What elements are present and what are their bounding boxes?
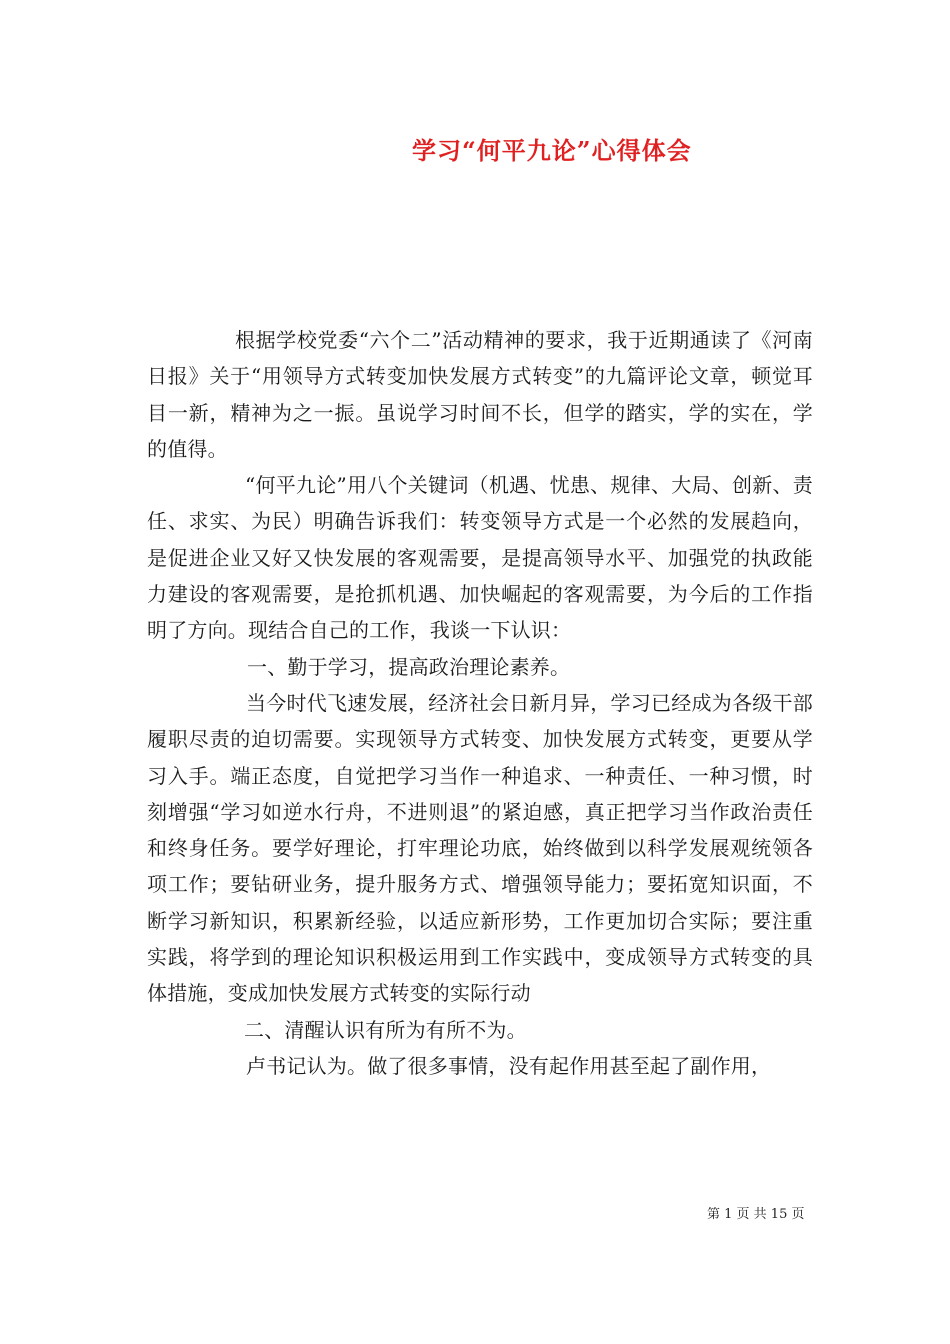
page-number: 第 1 页 共 15 页 — [707, 1207, 805, 1222]
document-body — [147, 322, 813, 1084]
section-heading-1: 一、勤于学习，提高政治理论素养。 — [247, 654, 571, 679]
paragraph-lu: 卢书记认为。做了很多事情，没有起作用甚至起了副作用， — [246, 1053, 772, 1078]
paragraph-keywords: “何平九论”用八个关键词（机遇、忧患、规律、大局、创新、责任、求实、为民）明确告诉我们：转变领导方式是一个必然的发展趋向，是促进企业又好又快发展的客观需要，是提高领导水平、加强党的执政能力建设的客观需要，是抢抓机遇、加快崛起的客观需要，为今后的工作指明了方向。现结合自己的工作，我谈一下认识： — [147, 473, 813, 643]
paragraph-intro: 根据学校党委“六个二”活动精神的要求，我于近期通读了《河南日报》关于“用领导方式转变加快发展方式转变”的九篇评论文章，顿觉耳目一新，精神为之一振。虽说学习时间不长，但学的踏实，学的实在，学的值得。 — [147, 328, 813, 461]
paragraph-study: 当今时代飞速发展，经济社会日新月异，学习已经成为各级干部履职尽责的迫切需要。实现领导方式转变、加快发展方式转变，更要从学习入手。端正态度，自觉把学习当作一种追求、一种责任、一种习惯，时刻增强“学习如逆水行舟，不进则退”的紧迫感，真正把学习当作政治责任和终身任务。要学好理论，打牢理论功底，始终做到以科学发展观统领各项工作；要钻研业务，提升服务方式、增强领导能力；要拓宽知识面，不断学习新知识，积累新经验，以适应新形势，工作更加切合实际；要注重实践，将学到的理论知识积极运用到工作实践中，变成领导方式转变的具体措施，变成加快发展方式转变的实际行动 — [147, 690, 813, 1006]
section-heading-2: 二、清醒认识有所为有所不为。 — [244, 1017, 527, 1042]
document-title: 学习“何平九论”心得体会 — [412, 136, 692, 165]
